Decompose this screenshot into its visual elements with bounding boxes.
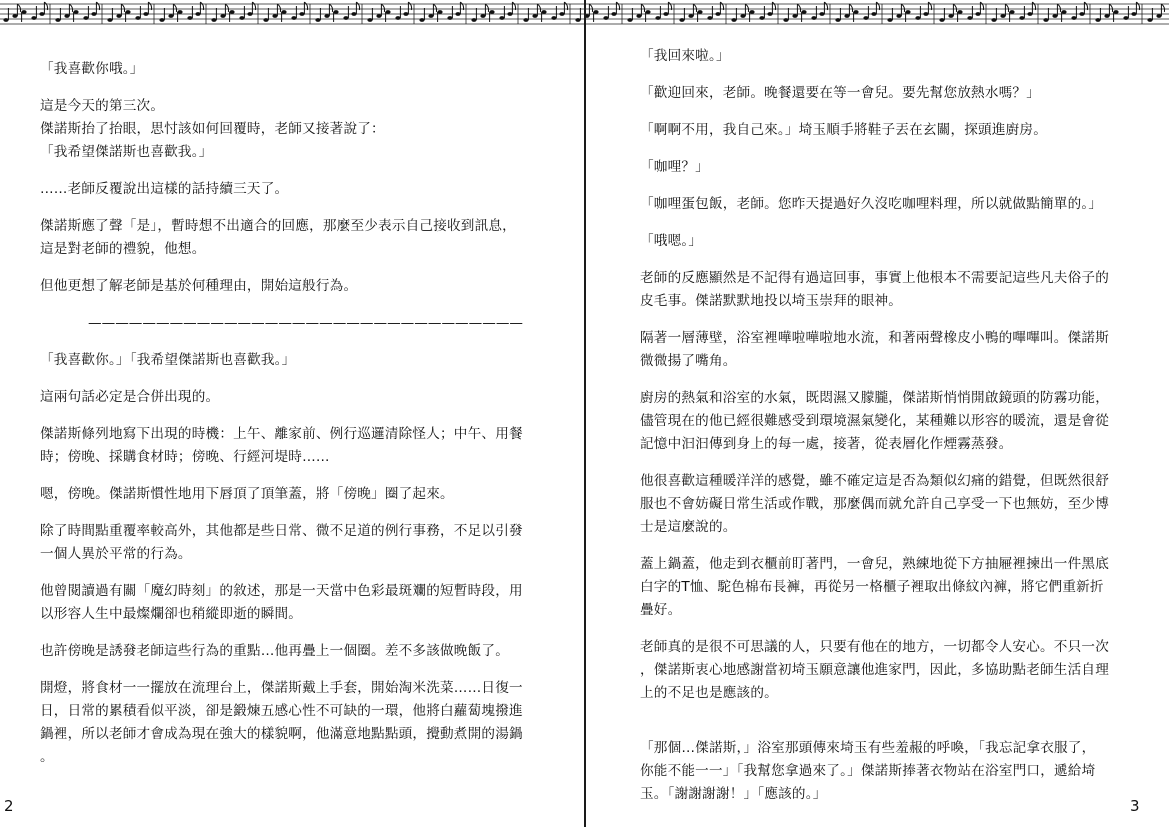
paragraph: 這兩句話必定是合併出現的。 — [40, 389, 220, 405]
paragraph: 廚房的熱氣和浴室的水氣，既悶濕又朦朧，傑諾斯悄悄開啟鏡頭的防霧功能， 儘管現在的他已經很難感受到環境濕氣變化，某種難以形容的暖流，還是會從 記憶中汩汩傳到身上的每一處，接著，從表層化作煙霧蒸發。 — [640, 390, 1109, 452]
paragraph: 除了時間點重覆率較高外，其他都是些日常、微不足道的例行事務，不足以引發 一個人異於平常的行為。 — [40, 523, 523, 562]
paragraph: 蓋上鍋蓋，他走到衣櫃前盯著門，一會兒，熟練地從下方抽屜裡揀出一件黑底 白字的T恤、駝色棉布長褲，再從另一格櫃子裡取出條紋內褲，將它們重新折 疊好。 — [640, 556, 1109, 618]
paragraph-spacer — [640, 719, 1140, 737]
page-number: 2 — [4, 797, 14, 815]
paragraph: 傑諾斯條列地寫下出現的時機：上午、離家前、例行巡邏清除怪人；中午、用餐 時；傍晚、採購食材時；傍晚、行經河堤時…… — [40, 426, 523, 465]
paragraph: 也許傍晚是誘發老師這些行為的重點…他再疊上一個圈。差不多該做晚飯了。 — [40, 643, 509, 659]
paragraph: 隔著一層薄壁，浴室裡嘩啦嘩啦地水流，和著兩聲橡皮小鴨的嗶嗶叫。傑諾斯 微微揚了嘴角。 — [640, 330, 1109, 369]
paragraph: 「哦嗯。」 — [640, 233, 703, 249]
right-page-text — [640, 45, 1140, 820]
paragraph: 「咖哩？」 — [640, 159, 709, 175]
paragraph: 「我喜歡你哦。」 — [40, 61, 144, 77]
paragraph: 「啊啊不用，我自己來。」埼玉順手將鞋子丟在玄關，探頭進廚房。 — [640, 122, 1048, 138]
paragraph: 開燈，將食材一一擺放在流理台上，傑諾斯戴上手套，開始淘米洗菜……日復一 日，日常的累積看似平淡，卻是鍛煉五感心性不可缺的一環，他將白蘿蔔塊撥進 鍋裡，所以老師才會成為現在強大的樣貌啊，他滿意地點點頭，攪動煮開的湯鍋 。 — [40, 680, 523, 765]
paragraph: 「我回來啦。」 — [640, 48, 730, 64]
paragraph: 他曾閱讀過有關「魔幻時刻」的敘述，那是一天當中色彩最斑斕的短暫時段，用 以形容人生中最燦爛卻也稍縱即逝的瞬間。 — [40, 583, 523, 622]
paragraph: 這是今天的第三次。 傑諾斯抬了抬眼，思忖該如何回覆時，老師又接著說了： 「我希望傑諾斯也喜歡我。」 — [40, 98, 385, 160]
paragraph: 老師的反應顯然是不記得有過這回事，事實上他根本不需要記這些凡夫俗子的 皮毛事。傑諾默默地投以埼玉崇拜的眼神。 — [640, 270, 1109, 309]
paragraph: 傑諾斯應了聲「是」，暫時想不出適合的回應，那麼至少表示自己接收到訊息， 這是對老師的禮貌，他想。 — [40, 218, 516, 257]
paragraph: 「我喜歡你。」「我希望傑諾斯也喜歡我。」 — [40, 352, 296, 368]
paragraph: 老師真的是很不可思議的人，只要有他在的地方，一切都令人安心。不只一次 ，傑諾斯衷心地感謝當初埼玉願意讓他進家門，因此，多協助點老師生活自理 上的不足也是應該的。 — [640, 639, 1109, 701]
paragraph: 但他更想了解老師是基於何種理由，開始這般行為。 — [40, 278, 358, 294]
paragraph: 「咖哩蛋包飯，老師。您昨天提過好久沒吃咖哩料理，所以就做點簡單的。」 — [640, 196, 1103, 212]
page-number: 3 — [1130, 797, 1140, 815]
paragraph: 「歡迎回來，老師。晚餐還要在等一會兒。要先幫您放熱水嗎？」 — [640, 85, 1041, 101]
paragraph: 「那個…傑諾斯，」浴室那頭傳來埼玉有些羞赧的呼喚，「我忘記拿衣服了， 你能不能一一」「我幫您拿過來了。」傑諾斯捧著衣物站在浴室門口，遞給埼 玉。「謝謝謝謝！」「應該的。」 — [640, 740, 1096, 802]
left-page-text — [40, 58, 540, 783]
scene-separator: ———————————————————————————————— — [88, 315, 523, 331]
paragraph: ……老師反覆說出這樣的話持續三天了。 — [40, 181, 289, 197]
left-page — [0, 0, 584, 827]
paragraph: 他很喜歡這種暖洋洋的感覺，雖不確定這是否為類似幻痛的錯覺，但既然很舒 服也不會妨礙日常生活或作戰，那麼偶而就允許自己享受一下也無妨，至少博 士是這麼說的。 — [640, 473, 1109, 535]
right-page — [586, 0, 1169, 827]
paragraph: 嗯，傍晚。傑諾斯慣性地用下唇頂了頂筆蓋，將「傍晚」圈了起來。 — [40, 486, 454, 502]
